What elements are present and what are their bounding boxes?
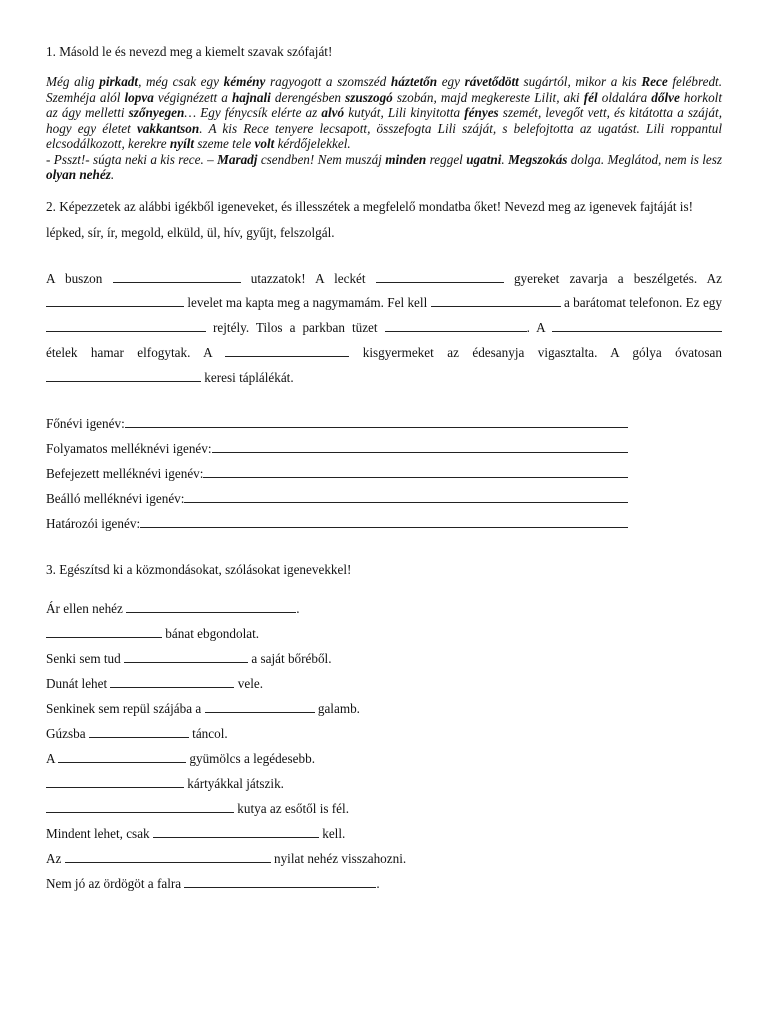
proverb-blank[interactable]	[89, 725, 189, 738]
fill-blank[interactable]	[46, 319, 206, 332]
highlighted-word: szőnyegen	[128, 105, 185, 120]
proverb-start: Senkinek sem repül szájába a	[46, 701, 205, 717]
task2-heading: 2. Képezzetek az alábbi igékből igeneveket, és illesszétek a megfelelő mondatba őket! Nevezd meg az igenevek fajtáját is!	[46, 198, 693, 214]
story-text: ragyogott a szomszéd	[265, 74, 391, 89]
proverb-start: A	[46, 751, 59, 767]
proverb-blank[interactable]	[124, 650, 248, 663]
story-text: szobán, majd megkereste Lilit, aki	[392, 89, 584, 105]
task3-proverb-list	[46, 596, 722, 896]
task2-verbs: lépked, sír, ír, megold, elküld, ül, hív, gyűjt, felszolgál.	[46, 224, 335, 240]
sentence-text: levelet ma kapta meg a nagymamám. Fel kell	[184, 295, 431, 311]
worksheet	[46, 40, 722, 896]
type-label: Folyamatos melléknévi igenév:	[46, 441, 212, 457]
story-text: kutyát, Lili kinyitotta	[344, 105, 465, 120]
sentence-text: utazzatok! A leckét	[240, 270, 376, 286]
proverb-row	[46, 621, 722, 646]
sentence-text: A buszon	[46, 270, 113, 286]
proverb-blank[interactable]	[58, 750, 186, 763]
type-label: Befejezett melléknévi igenév:	[46, 466, 204, 482]
sentence-text: gyereket zavarja a beszélgetés. Az	[503, 270, 722, 286]
story-text: felébredt. Szemhéja alól	[46, 74, 723, 105]
highlighted-word: rávetődött	[464, 74, 519, 89]
story-text: reggel	[426, 151, 467, 167]
sentence-text: a barátomat telefonon. Ez egy	[560, 295, 722, 311]
proverb-end: kutya az esőtől is fél.	[234, 801, 349, 817]
highlighted-word: lopva	[124, 89, 154, 105]
proverb-row	[46, 746, 722, 771]
type-row	[46, 462, 722, 487]
proverb-blank[interactable]	[46, 625, 162, 638]
highlighted-word: pirkadt	[99, 74, 139, 89]
story-text: , még csak egy	[138, 74, 224, 89]
type-row	[46, 437, 722, 462]
story-text: derengésben	[270, 89, 346, 105]
task1-story	[46, 74, 722, 183]
fill-blank[interactable]	[46, 294, 184, 307]
proverb-start: Az	[46, 851, 65, 867]
story-text: egy	[437, 74, 465, 89]
answer-line[interactable]	[125, 415, 628, 428]
story-text: kérdőjelekkel.	[274, 136, 351, 151]
proverb-row	[46, 696, 722, 721]
highlighted-word: Megszokás	[508, 151, 568, 167]
story-text: … Egy fénycsík elérte az	[184, 105, 322, 120]
proverb-blank[interactable]	[184, 875, 376, 888]
sentence-text: . A	[526, 320, 552, 336]
highlighted-word: dőlve	[651, 89, 680, 105]
proverb-start: Nem jó az ördögöt a falra	[46, 876, 185, 892]
story-text: dolga. Meglátod, nem is lesz	[567, 151, 723, 167]
task2-fill-text	[46, 267, 722, 391]
proverb-end: kell.	[318, 826, 346, 842]
highlighted-word: fényes	[464, 105, 499, 120]
proverb-end: nyilat nehéz visszahozni.	[270, 851, 407, 867]
task1-heading: 1. Másold le és nevezd meg a kiemelt szavak szófaját!	[46, 44, 333, 59]
type-row	[46, 412, 722, 437]
story-text: Még alig	[46, 74, 100, 89]
type-label: Beálló melléknévi igenév:	[46, 490, 185, 506]
answer-line[interactable]	[184, 490, 628, 503]
highlighted-word: volt	[254, 136, 275, 151]
task3-heading: 3. Egészítsd ki a közmondásokat, szólásokat igenevekkel!	[46, 562, 352, 578]
highlighted-word: fél	[583, 89, 598, 105]
proverb-blank[interactable]	[110, 675, 234, 688]
highlighted-word: szuszogó	[345, 89, 393, 105]
proverb-start: Gúzsba	[46, 726, 89, 742]
highlighted-word: ugatni	[466, 151, 502, 167]
proverb-blank[interactable]	[46, 800, 234, 813]
story-text: oldalára	[597, 89, 652, 105]
proverb-end: .	[376, 876, 380, 892]
fill-blank[interactable]	[552, 319, 722, 332]
proverb-end: kártyákkal játszik.	[184, 776, 284, 792]
proverb-row	[46, 821, 722, 846]
highlighted-word: hajnali	[231, 89, 271, 105]
fill-blank[interactable]	[431, 294, 561, 307]
story-text: szeme tele	[194, 136, 255, 151]
proverb-start: Dunát lehet	[46, 676, 111, 692]
proverb-blank[interactable]	[153, 825, 319, 838]
highlighted-word: olyan nehéz	[46, 167, 111, 182]
proverb-end: galamb.	[314, 701, 360, 717]
fill-blank[interactable]	[376, 270, 504, 283]
proverb-start: Mindent lehet, csak	[46, 826, 153, 842]
fill-blank[interactable]	[113, 270, 241, 283]
proverb-start: Ár ellen nehéz	[46, 601, 127, 617]
story-text: végignézett a	[153, 89, 232, 105]
proverb-end: gyümölcs a legédesebb.	[186, 751, 316, 767]
proverb-row	[46, 871, 722, 896]
task2-type-list	[46, 412, 722, 536]
highlighted-word: kémény	[223, 74, 266, 89]
proverb-blank[interactable]	[46, 775, 184, 788]
sentence-text: ételek hamar elfogytak. A	[46, 344, 226, 360]
proverb-row	[46, 646, 722, 671]
highlighted-word: nyílt	[169, 136, 195, 151]
proverb-end: vele.	[234, 676, 264, 692]
story-text: sugártól, mikor a kis	[518, 74, 642, 89]
story-text: .	[110, 167, 115, 182]
story-text: szemét, levegőt vett, és kitátotta a száját, hogy egy életet	[46, 105, 722, 136]
type-row	[46, 512, 722, 537]
story-text: .	[501, 151, 509, 167]
highlighted-word: alvó	[321, 105, 345, 120]
proverb-end: a saját bőréből.	[248, 651, 332, 667]
sentence-text: rejtély. Tilos a parkban tüzet	[206, 320, 385, 336]
highlighted-word: Maradj	[217, 151, 258, 167]
highlighted-word: háztetőn	[390, 74, 438, 89]
proverb-row	[46, 596, 722, 621]
highlighted-word: minden	[385, 151, 427, 167]
story-text: csendben! Nem muszáj	[257, 151, 386, 167]
fill-blank[interactable]	[385, 319, 527, 332]
type-label: Határozói igenév:	[46, 515, 141, 531]
proverb-end: .	[296, 601, 300, 617]
proverb-start: Senki sem tud	[46, 651, 125, 667]
answer-line[interactable]	[140, 515, 628, 528]
proverb-end: táncol.	[188, 726, 228, 742]
answer-line[interactable]	[203, 465, 628, 478]
proverb-blank[interactable]	[65, 850, 271, 863]
highlighted-word: vakkantson	[136, 120, 200, 136]
highlighted-word: Rece	[641, 74, 668, 89]
type-label: Főnévi igenév:	[46, 416, 125, 432]
proverb-row	[46, 796, 722, 821]
sentence-text: kisgyermeket az édesanyja vigasztalta. A gólya óvatosan	[349, 344, 722, 360]
fill-blank[interactable]	[46, 369, 201, 382]
proverb-row	[46, 671, 722, 696]
answer-line[interactable]	[212, 440, 628, 453]
proverb-row	[46, 771, 722, 796]
proverb-row	[46, 721, 722, 746]
type-row	[46, 487, 722, 512]
proverb-blank[interactable]	[126, 600, 296, 613]
proverb-row	[46, 846, 722, 871]
story-text: . A kis Rece tenyere lecsapott, összefogta Lili száját, s belefojtotta az ugatást. Lili roppantul elcsodálkozott, kerekre	[46, 120, 722, 151]
sentence-text: keresi táplálékát.	[201, 369, 294, 385]
fill-blank[interactable]	[225, 344, 349, 357]
story-text: - Psszt!- súgta neki a kis rece. –	[46, 151, 218, 167]
proverb-end: bánat ebgondolat.	[162, 626, 260, 642]
proverb-blank[interactable]	[205, 700, 315, 713]
story-text: horkolt az ágy melletti	[46, 89, 722, 120]
